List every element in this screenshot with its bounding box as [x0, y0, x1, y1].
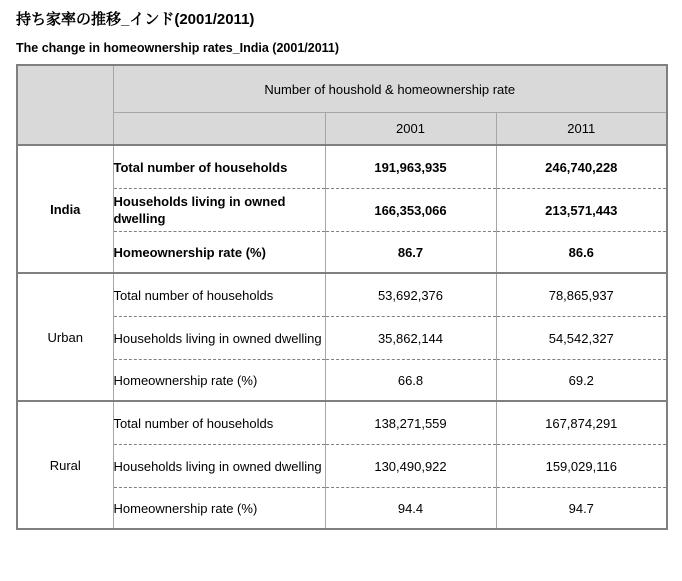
header-title-span: Number of houshold & homeownership rate [113, 65, 667, 113]
row-label: Homeownership rate (%) [113, 360, 325, 402]
header-label-blank [113, 113, 325, 146]
cell-value-2011: 246,740,228 [496, 145, 667, 189]
header-year-2011: 2011 [496, 113, 667, 146]
cell-value-2011: 167,874,291 [496, 401, 667, 445]
row-label: Total number of households [113, 145, 325, 189]
cell-value-2001: 191,963,935 [325, 145, 496, 189]
cell-value-2011: 78,865,937 [496, 273, 667, 317]
table-row [17, 145, 667, 189]
cell-value-2001: 166,353,066 [325, 189, 496, 232]
table-header [17, 65, 667, 145]
row-label: Homeownership rate (%) [113, 488, 325, 530]
cell-value-2001: 53,692,376 [325, 273, 496, 317]
region-label-india: India [17, 145, 113, 273]
homeownership-table [16, 64, 668, 530]
cell-value-2001: 66.8 [325, 360, 496, 402]
header-corner-blank [17, 65, 113, 145]
header-row-years [17, 113, 667, 146]
row-label: Homeownership rate (%) [113, 232, 325, 274]
table-row [17, 488, 667, 530]
page-title-japanese: 持ち家率の推移_インド(2001/2011) [16, 11, 255, 28]
row-label: Households living in owned dwelling [113, 317, 325, 360]
cell-value-2001: 138,271,559 [325, 401, 496, 445]
row-label: Total number of households [113, 273, 325, 317]
cell-value-2011: 54,542,327 [496, 317, 667, 360]
cell-value-2001: 35,862,144 [325, 317, 496, 360]
cell-value-2011: 86.6 [496, 232, 667, 274]
cell-value-2001: 94.4 [325, 488, 496, 530]
cell-value-2011: 213,571,443 [496, 189, 667, 232]
region-label-rural: Rural [17, 401, 113, 529]
row-label: Households living in owned dwelling [113, 189, 325, 232]
cell-value-2011: 159,029,116 [496, 445, 667, 488]
cell-value-2001: 130,490,922 [325, 445, 496, 488]
table-row [17, 401, 667, 445]
table-row [17, 232, 667, 274]
table-row [17, 317, 667, 360]
cell-value-2001: 86.7 [325, 232, 496, 274]
region-label-urban: Urban [17, 273, 113, 401]
page-title-english: The change in homeownership rates_India (2001/2011) [16, 41, 340, 55]
table-row [17, 360, 667, 402]
table-row [17, 189, 667, 232]
table-body [17, 145, 667, 529]
cell-value-2011: 94.7 [496, 488, 667, 530]
table-row [17, 273, 667, 317]
cell-value-2011: 69.2 [496, 360, 667, 402]
header-row-span [17, 65, 667, 113]
row-label: Households living in owned dwelling [113, 445, 325, 488]
header-year-2001: 2001 [325, 113, 496, 146]
table-row [17, 445, 667, 488]
row-label: Total number of households [113, 401, 325, 445]
